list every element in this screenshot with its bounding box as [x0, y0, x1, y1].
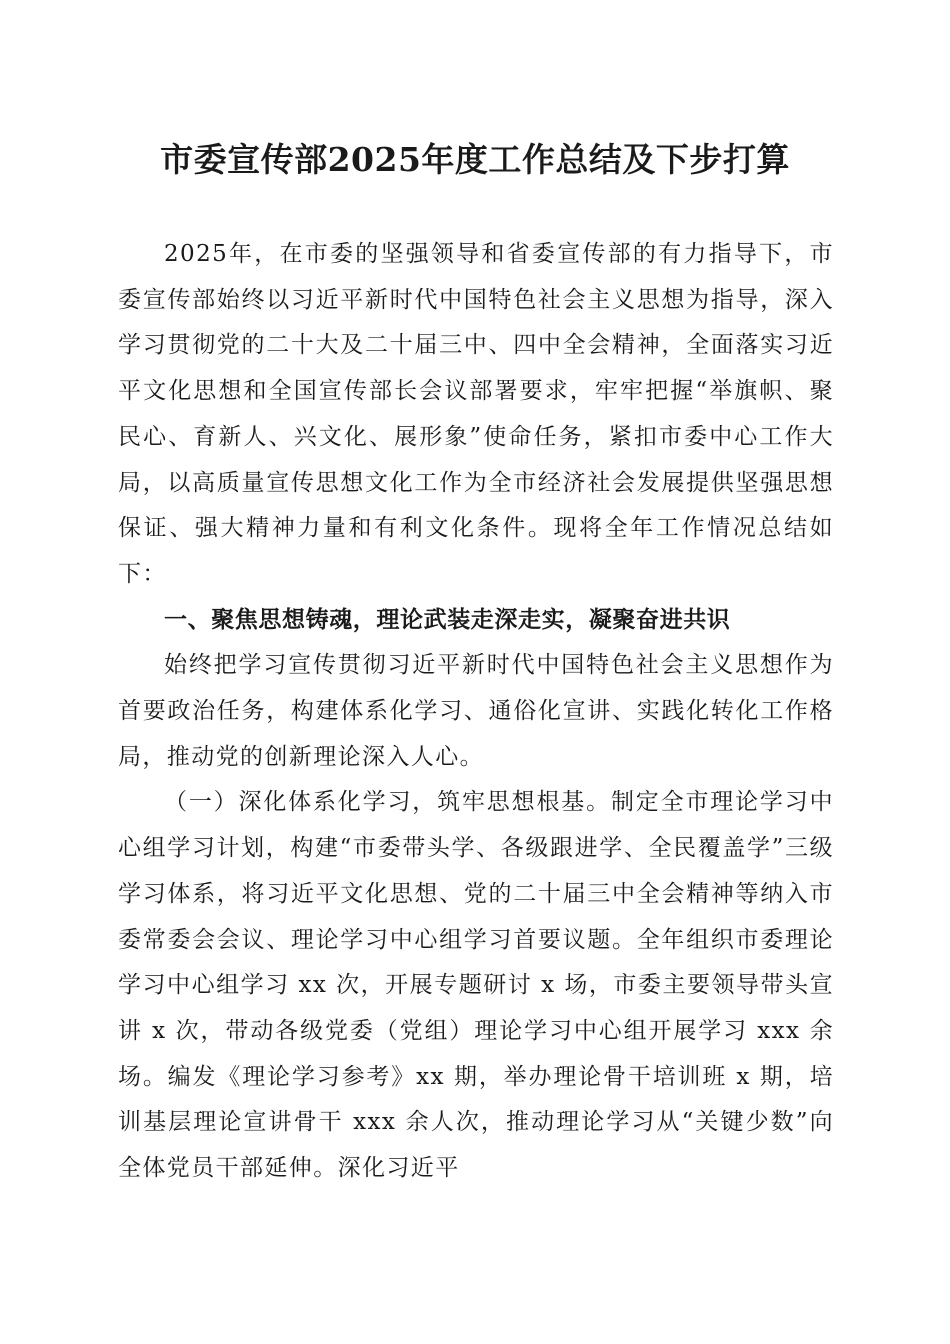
- intro-paragraph: 2025年，在市委的坚强领导和省委宣传部的有力指导下，市委宣传部始终以习近平新时代中国特色社会主义思想为指导，深入学习贯彻党的二十大及二十届三中、四中全会精神，全面落实习近平文化思想和全国宣传部长会议部署要求，牢牢把握“举旗帜、聚民心、育新人、兴文化、展形象”使命任务，紧扣市委中心工作大局，以高质量宣传思想文化工作为全市经济社会发展提供坚强思想保证、强大精神力量和有利文化条件。现将全年工作情况总结如下：: [118, 241, 834, 587]
- subsection-lead: （一）深化体系化学习，筑牢思想根基。: [164, 789, 611, 816]
- section-heading: 一、聚焦思想铸魂，理论武装走深走实，凝聚奋进共识: [164, 606, 731, 633]
- section-paragraph: 始终把学习宣传贯彻习近平新时代中国特色社会主义思想作为首要政治任务，构建体系化学习、通俗化宣讲、实践化转化工作格局，推动党的创新理论深入人心。: [118, 652, 834, 770]
- subsection-text: 制定全市理论学习中心组学习计划，构建“市委带头学、各级跟进学、全民覆盖学”三级学习体系，将习近平文化思想、党的二十届三中全会精神等纳入市委常委会会议、理论学习中心组学习首要议题。全年组织市委理论学习中心组学习 xx 次，开展专题研讨 x 场，市委主要领导带头宣讲 x 次，带动各级党委（党组）理论学习中心组开展学习 xxx 余场。编发《理论学习参考》xx 期，举办理论骨干培训班 x 期，培训基层理论宣讲骨干 xxx 余人次，推动理论学习从“关键少数”向全体党员干部延伸。深化习近平: [118, 789, 834, 1182]
- subsection-paragraph: [118, 780, 834, 1191]
- document-title: 市委宣传部2025年度工作总结及下步打算: [160, 140, 790, 179]
- document-body: [118, 232, 834, 1192]
